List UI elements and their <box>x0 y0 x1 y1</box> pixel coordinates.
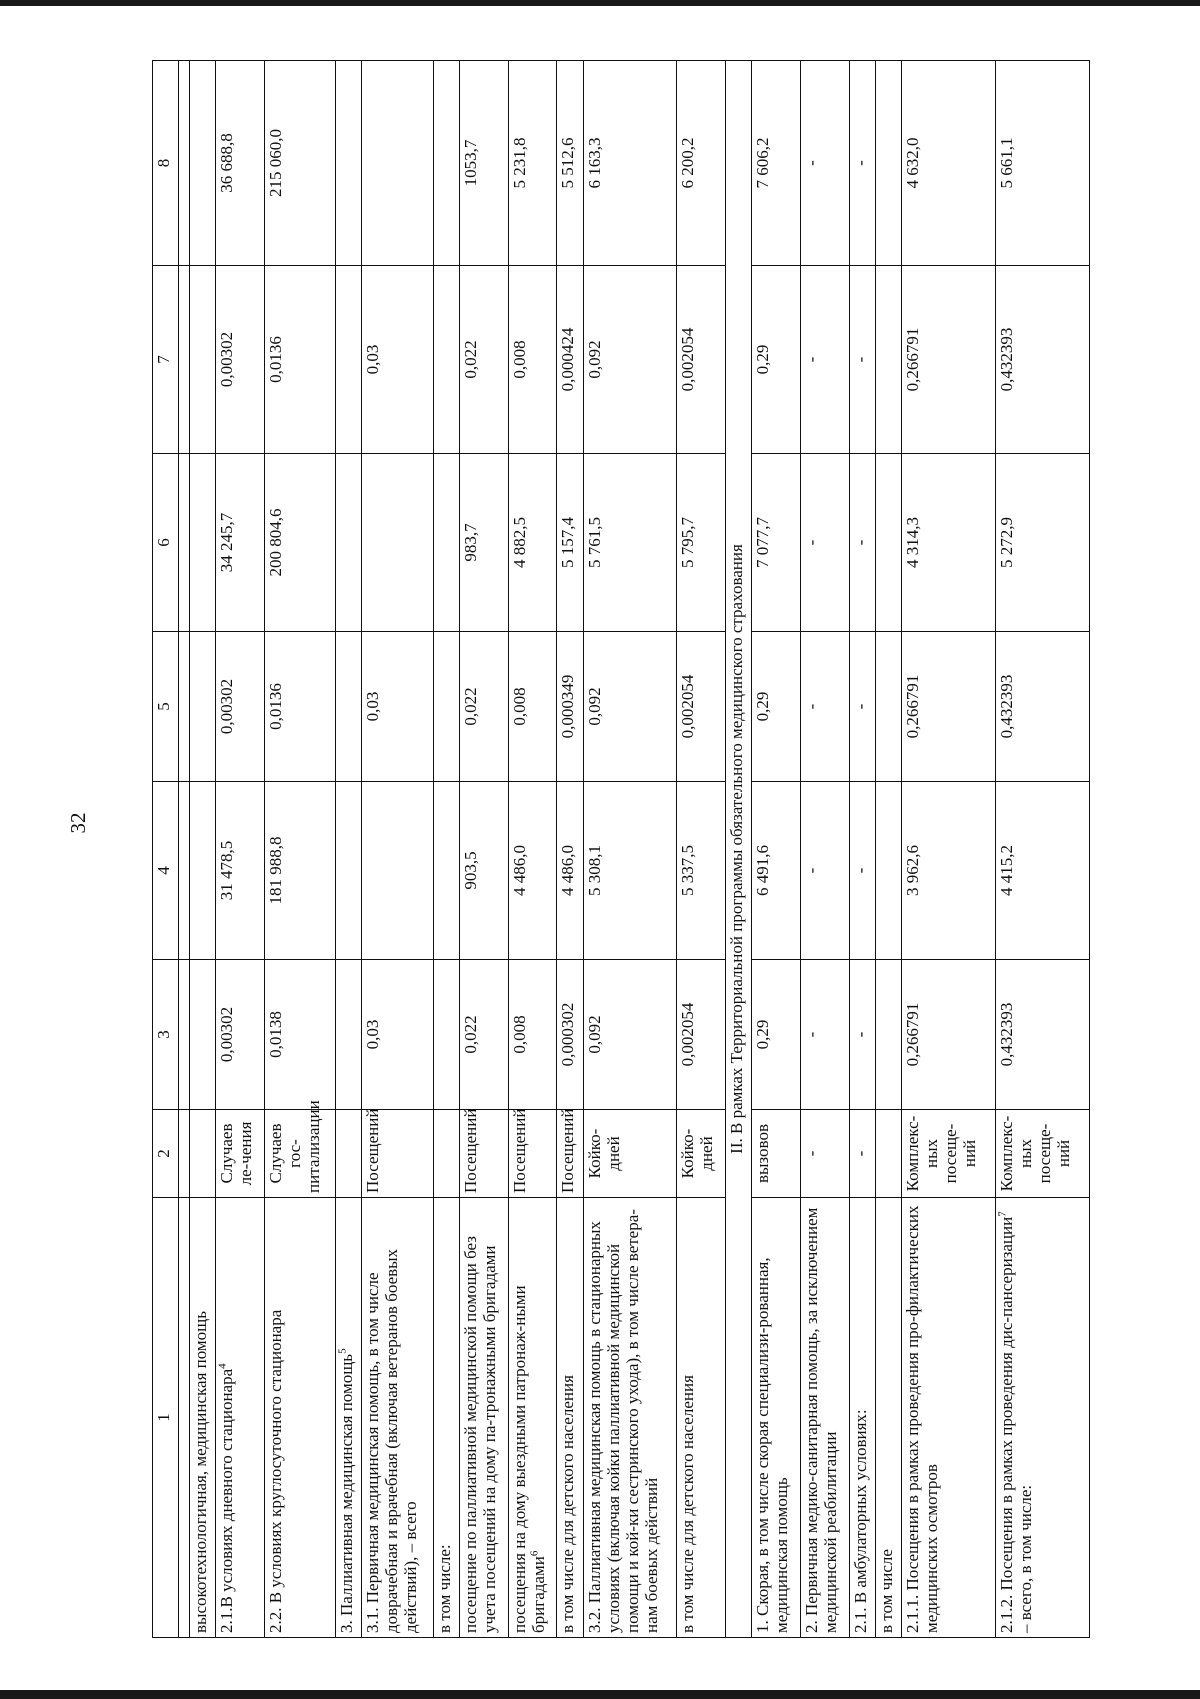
value-cell-c5: 0,432393 <box>995 632 1089 782</box>
value-cell-c4: - <box>801 782 850 960</box>
value-cell-c7: 0,092 <box>583 266 677 454</box>
header-cell-1: 1 <box>153 1198 179 1638</box>
table-body <box>153 61 1090 1638</box>
row-name: в том числе <box>876 1549 896 1633</box>
row-name: в том числе для детского населения <box>558 1375 578 1633</box>
table-row <box>995 61 1089 1638</box>
value-cell-c3 <box>875 960 901 1110</box>
value-cell-c6: 983,7 <box>459 454 508 632</box>
value-cell-c6 <box>362 454 433 632</box>
row-name: посещения на дому выездными патронаж-ными бригадами <box>509 1285 548 1633</box>
row-name-cell <box>190 1198 216 1638</box>
row-name-cell <box>336 1198 362 1638</box>
value-cell-c8: 7 606,2 <box>752 61 801 266</box>
unit-cell: Посещений <box>459 1110 508 1198</box>
value-cell-c3: - <box>849 960 875 1110</box>
unit-cell <box>433 1110 459 1198</box>
value-cell-c6: 5 272,9 <box>995 454 1089 632</box>
rotated-table-container <box>152 61 1090 1638</box>
row-name: 3.2. Паллиативная медицинская помощь в стационарных условиях (включая койки паллиативной медицинской помощи и кой-ки сестринского ухода), в том числе ветера-нам боевых действий <box>584 1209 661 1633</box>
value-cell-c8: 1053,7 <box>459 61 508 266</box>
row-name-cell <box>216 1198 265 1638</box>
row-name-cell <box>265 1198 336 1638</box>
value-cell-c5: 0,0136 <box>265 632 336 782</box>
value-cell-c8 <box>179 61 190 266</box>
value-cell-c6 <box>875 454 901 632</box>
row-name-cell <box>508 1198 557 1638</box>
value-cell-c7: 0,008 <box>508 266 557 454</box>
value-cell-c7: 0,432393 <box>995 266 1089 454</box>
value-cell-c4: - <box>849 782 875 960</box>
unit-cell: Посещений <box>362 1110 433 1198</box>
value-cell-c5 <box>179 632 190 782</box>
table-row <box>336 61 362 1638</box>
row-name-cell <box>433 1198 459 1638</box>
unit-cell: Посещений <box>508 1110 557 1198</box>
table-row <box>362 61 433 1638</box>
table-row <box>902 61 996 1638</box>
row-name-cell <box>801 1198 850 1638</box>
row-name: 3. Паллиативная медицинская помощь <box>337 1353 357 1633</box>
value-cell-c5: 0,092 <box>583 632 677 782</box>
footnote-marker: 6 <box>528 1550 540 1557</box>
unit-cell: Посещений <box>557 1110 583 1198</box>
header-cell-7: 7 <box>153 266 179 454</box>
value-cell-c5: 0,03 <box>362 632 433 782</box>
value-cell-c6: 4 882,5 <box>508 454 557 632</box>
value-cell-c7: 0,000424 <box>557 266 583 454</box>
unit-cell: Комплекс-ных посеще-ний <box>902 1110 996 1198</box>
value-cell-c3: 0,266791 <box>902 960 996 1110</box>
row-name-cell <box>459 1198 508 1638</box>
value-cell-c3 <box>179 960 190 1110</box>
value-cell-c8: 215 060,0 <box>265 61 336 266</box>
value-cell-c4: 31 478,5 <box>216 782 265 960</box>
row-name: 2.2. В условиях круглосуточного стационара <box>266 1309 286 1633</box>
value-cell-c3: 0,008 <box>508 960 557 1110</box>
value-cell-c3: 0,0138 <box>265 960 336 1110</box>
row-name-cell <box>752 1198 801 1638</box>
row-name-cell <box>902 1198 996 1638</box>
unit-cell: - <box>849 1110 875 1198</box>
row-name-cell <box>995 1198 1089 1638</box>
value-cell-c7 <box>336 266 362 454</box>
value-cell-c5: 0,000349 <box>557 632 583 782</box>
value-cell-c3: 0,000302 <box>557 960 583 1110</box>
row-name: 2. Первичная медико-санитарная помощь, за исключением медицинской реабилитации <box>802 1207 841 1633</box>
value-cell-c6 <box>433 454 459 632</box>
row-name-cell <box>179 1198 190 1638</box>
value-cell-c3: 0,092 <box>583 960 677 1110</box>
unit-cell <box>190 1110 216 1198</box>
row-name: 3.1. Первичная медицинская помощь, в том числе доврачебная и врачебная (включая ветеранов боевых действий), – всего <box>363 1248 421 1633</box>
value-cell-c3: 0,432393 <box>995 960 1089 1110</box>
value-cell-c3: 0,03 <box>362 960 433 1110</box>
unit-cell: - <box>801 1110 850 1198</box>
value-cell-c8 <box>362 61 433 266</box>
scan-edge-bottom <box>0 1690 1200 1699</box>
value-cell-c3 <box>190 960 216 1110</box>
value-cell-c8 <box>336 61 362 266</box>
value-cell-c7 <box>875 266 901 454</box>
value-cell-c5: 0,002054 <box>677 632 726 782</box>
value-cell-c7: 0,022 <box>459 266 508 454</box>
header-cell-6: 6 <box>153 454 179 632</box>
unit-cell: Койко-дней <box>583 1110 677 1198</box>
unit-cell <box>875 1110 901 1198</box>
value-cell-c8: 36 688,8 <box>216 61 265 266</box>
value-cell-c3: 0,29 <box>752 960 801 1110</box>
value-cell-c8: 4 632,0 <box>902 61 996 266</box>
value-cell-c5 <box>336 632 362 782</box>
value-cell-c8: 5 231,8 <box>508 61 557 266</box>
table-row <box>179 61 190 1638</box>
value-cell-c3 <box>336 960 362 1110</box>
value-cell-c3: 0,00302 <box>216 960 265 1110</box>
row-name: в том числе для детского населения <box>678 1375 698 1633</box>
value-cell-c6: 5 761,5 <box>583 454 677 632</box>
table-row <box>459 61 508 1638</box>
value-cell-c8: - <box>849 61 875 266</box>
table-row <box>508 61 557 1638</box>
unit-cell: вызовов <box>752 1110 801 1198</box>
row-name: 2.1.1. Посещения в рамках проведения про-филактических медицинских осмотров <box>903 1205 942 1633</box>
table-row <box>265 61 336 1638</box>
value-cell-c7 <box>190 266 216 454</box>
value-cell-c8: - <box>801 61 850 266</box>
row-name: 1. Скорая, в том числе скорая специализи-рованная, медицинская помощь <box>753 1257 792 1633</box>
value-cell-c3: 0,002054 <box>677 960 726 1110</box>
value-cell-c6 <box>190 454 216 632</box>
value-cell-c6: 200 804,6 <box>265 454 336 632</box>
value-cell-c3: 0,022 <box>459 960 508 1110</box>
value-cell-c7: 0,266791 <box>902 266 996 454</box>
value-cell-c4: 5 308,1 <box>583 782 677 960</box>
value-cell-c8 <box>875 61 901 266</box>
header-cell-4: 4 <box>153 782 179 960</box>
value-cell-c5 <box>433 632 459 782</box>
row-name: 2.1.2. Посещения в рамках проведения дис-пансеризации <box>996 1216 1016 1633</box>
value-cell-c6: - <box>849 454 875 632</box>
footnote-marker: 7 <box>996 1211 1009 1217</box>
value-cell-c6 <box>336 454 362 632</box>
table-row <box>801 61 850 1638</box>
table-row <box>190 61 216 1638</box>
value-cell-c4: 3 962,6 <box>902 782 996 960</box>
unit-cell: Комплекс-ных посеще-ний <box>995 1110 1089 1198</box>
page-number: 32 <box>66 812 90 834</box>
row-name-cell <box>557 1198 583 1638</box>
row-name-cell <box>583 1198 677 1638</box>
table-row <box>583 61 677 1638</box>
unit-cell <box>336 1110 362 1198</box>
unit-cell: Койко-дней <box>677 1110 726 1198</box>
value-cell-c5: 0,00302 <box>216 632 265 782</box>
value-cell-c7: - <box>849 266 875 454</box>
table-row <box>849 61 875 1638</box>
table-row <box>875 61 901 1638</box>
value-cell-c7: 0,002054 <box>677 266 726 454</box>
header-cell-3: 3 <box>153 960 179 1110</box>
value-cell-c4: 903,5 <box>459 782 508 960</box>
row-name-cell <box>677 1198 726 1638</box>
section-row <box>726 61 752 1638</box>
value-cell-c8 <box>433 61 459 266</box>
value-cell-c7: 0,29 <box>752 266 801 454</box>
table-row <box>557 61 583 1638</box>
value-cell-c6: 34 245,7 <box>216 454 265 632</box>
unit-cell <box>179 1110 190 1198</box>
value-cell-c5 <box>875 632 901 782</box>
value-cell-c4 <box>875 782 901 960</box>
value-cell-c8: 5 512,6 <box>557 61 583 266</box>
value-cell-c5: 0,008 <box>508 632 557 782</box>
value-cell-c6: 5 795,7 <box>677 454 726 632</box>
value-cell-c3: - <box>801 960 850 1110</box>
row-name: посещение по паллиативной медицинской помощи без учета посещений на дому па-тронажными бригадами <box>460 1235 499 1633</box>
value-cell-c5: - <box>801 632 850 782</box>
value-cell-c7: 0,03 <box>362 266 433 454</box>
value-cell-c5 <box>190 632 216 782</box>
header-cell-8: 8 <box>153 61 179 266</box>
value-cell-c4: 4 486,0 <box>557 782 583 960</box>
value-cell-c4 <box>179 782 190 960</box>
value-cell-c4: 5 337,5 <box>677 782 726 960</box>
value-cell-c7: 0,0136 <box>265 266 336 454</box>
value-cell-c6: 4 314,3 <box>902 454 996 632</box>
row-name: высокотехнологичная, медицинская помощь <box>191 1310 211 1633</box>
value-cell-c7: - <box>801 266 850 454</box>
value-cell-c6: - <box>801 454 850 632</box>
value-cell-c8 <box>190 61 216 266</box>
scan-edge-top <box>0 0 1200 6</box>
value-cell-c4: 181 988,8 <box>265 782 336 960</box>
row-name: в том числе: <box>434 1544 454 1633</box>
value-cell-c4: 6 491,6 <box>752 782 801 960</box>
value-cell-c4: 4 486,0 <box>508 782 557 960</box>
row-name-cell <box>362 1198 433 1638</box>
value-cell-c4 <box>190 782 216 960</box>
row-name: 2.1.В условиях дневного стационара <box>217 1368 237 1633</box>
section-title: II. В рамках Территориальной программы обязательного медицинского страхования <box>726 61 752 1638</box>
value-cell-c3 <box>433 960 459 1110</box>
table-row <box>433 61 459 1638</box>
unit-cell: Случаев гос-питализации <box>265 1110 336 1198</box>
footnote-marker: 4 <box>216 1363 229 1369</box>
value-cell-c8: 6 163,3 <box>583 61 677 266</box>
value-cell-c8: 5 661,1 <box>995 61 1089 266</box>
value-cell-c6: 7 077,7 <box>752 454 801 632</box>
value-cell-c5: 0,022 <box>459 632 508 782</box>
row-name-cell <box>875 1198 901 1638</box>
row-name: 2.1. В амбулаторных условиях: <box>850 1409 870 1633</box>
value-cell-c5: 0,266791 <box>902 632 996 782</box>
value-cell-c6 <box>179 454 190 632</box>
table-row <box>752 61 801 1638</box>
footnote-marker: 5 <box>336 1348 349 1354</box>
header-cell-5: 5 <box>153 632 179 782</box>
row-name-cell <box>849 1198 875 1638</box>
value-cell-c8: 6 200,2 <box>677 61 726 266</box>
value-cell-c5: 0,29 <box>752 632 801 782</box>
table-row <box>677 61 726 1638</box>
value-cell-c7 <box>433 266 459 454</box>
value-cell-c7 <box>179 266 190 454</box>
row-name-tail: – всего, в том числе: <box>1015 1484 1035 1633</box>
value-cell-c4 <box>433 782 459 960</box>
header-row <box>153 61 179 1638</box>
value-cell-c6: 5 157,4 <box>557 454 583 632</box>
value-cell-c4 <box>336 782 362 960</box>
value-cell-c4: 4 415,2 <box>995 782 1089 960</box>
header-cell-2: 2 <box>153 1110 179 1198</box>
value-cell-c7: 0,00302 <box>216 266 265 454</box>
table-row <box>216 61 265 1638</box>
value-cell-c5: - <box>849 632 875 782</box>
unit-cell: Случаев ле-чения <box>216 1110 265 1198</box>
value-cell-c4 <box>362 782 433 960</box>
tariff-table <box>152 60 1090 1638</box>
